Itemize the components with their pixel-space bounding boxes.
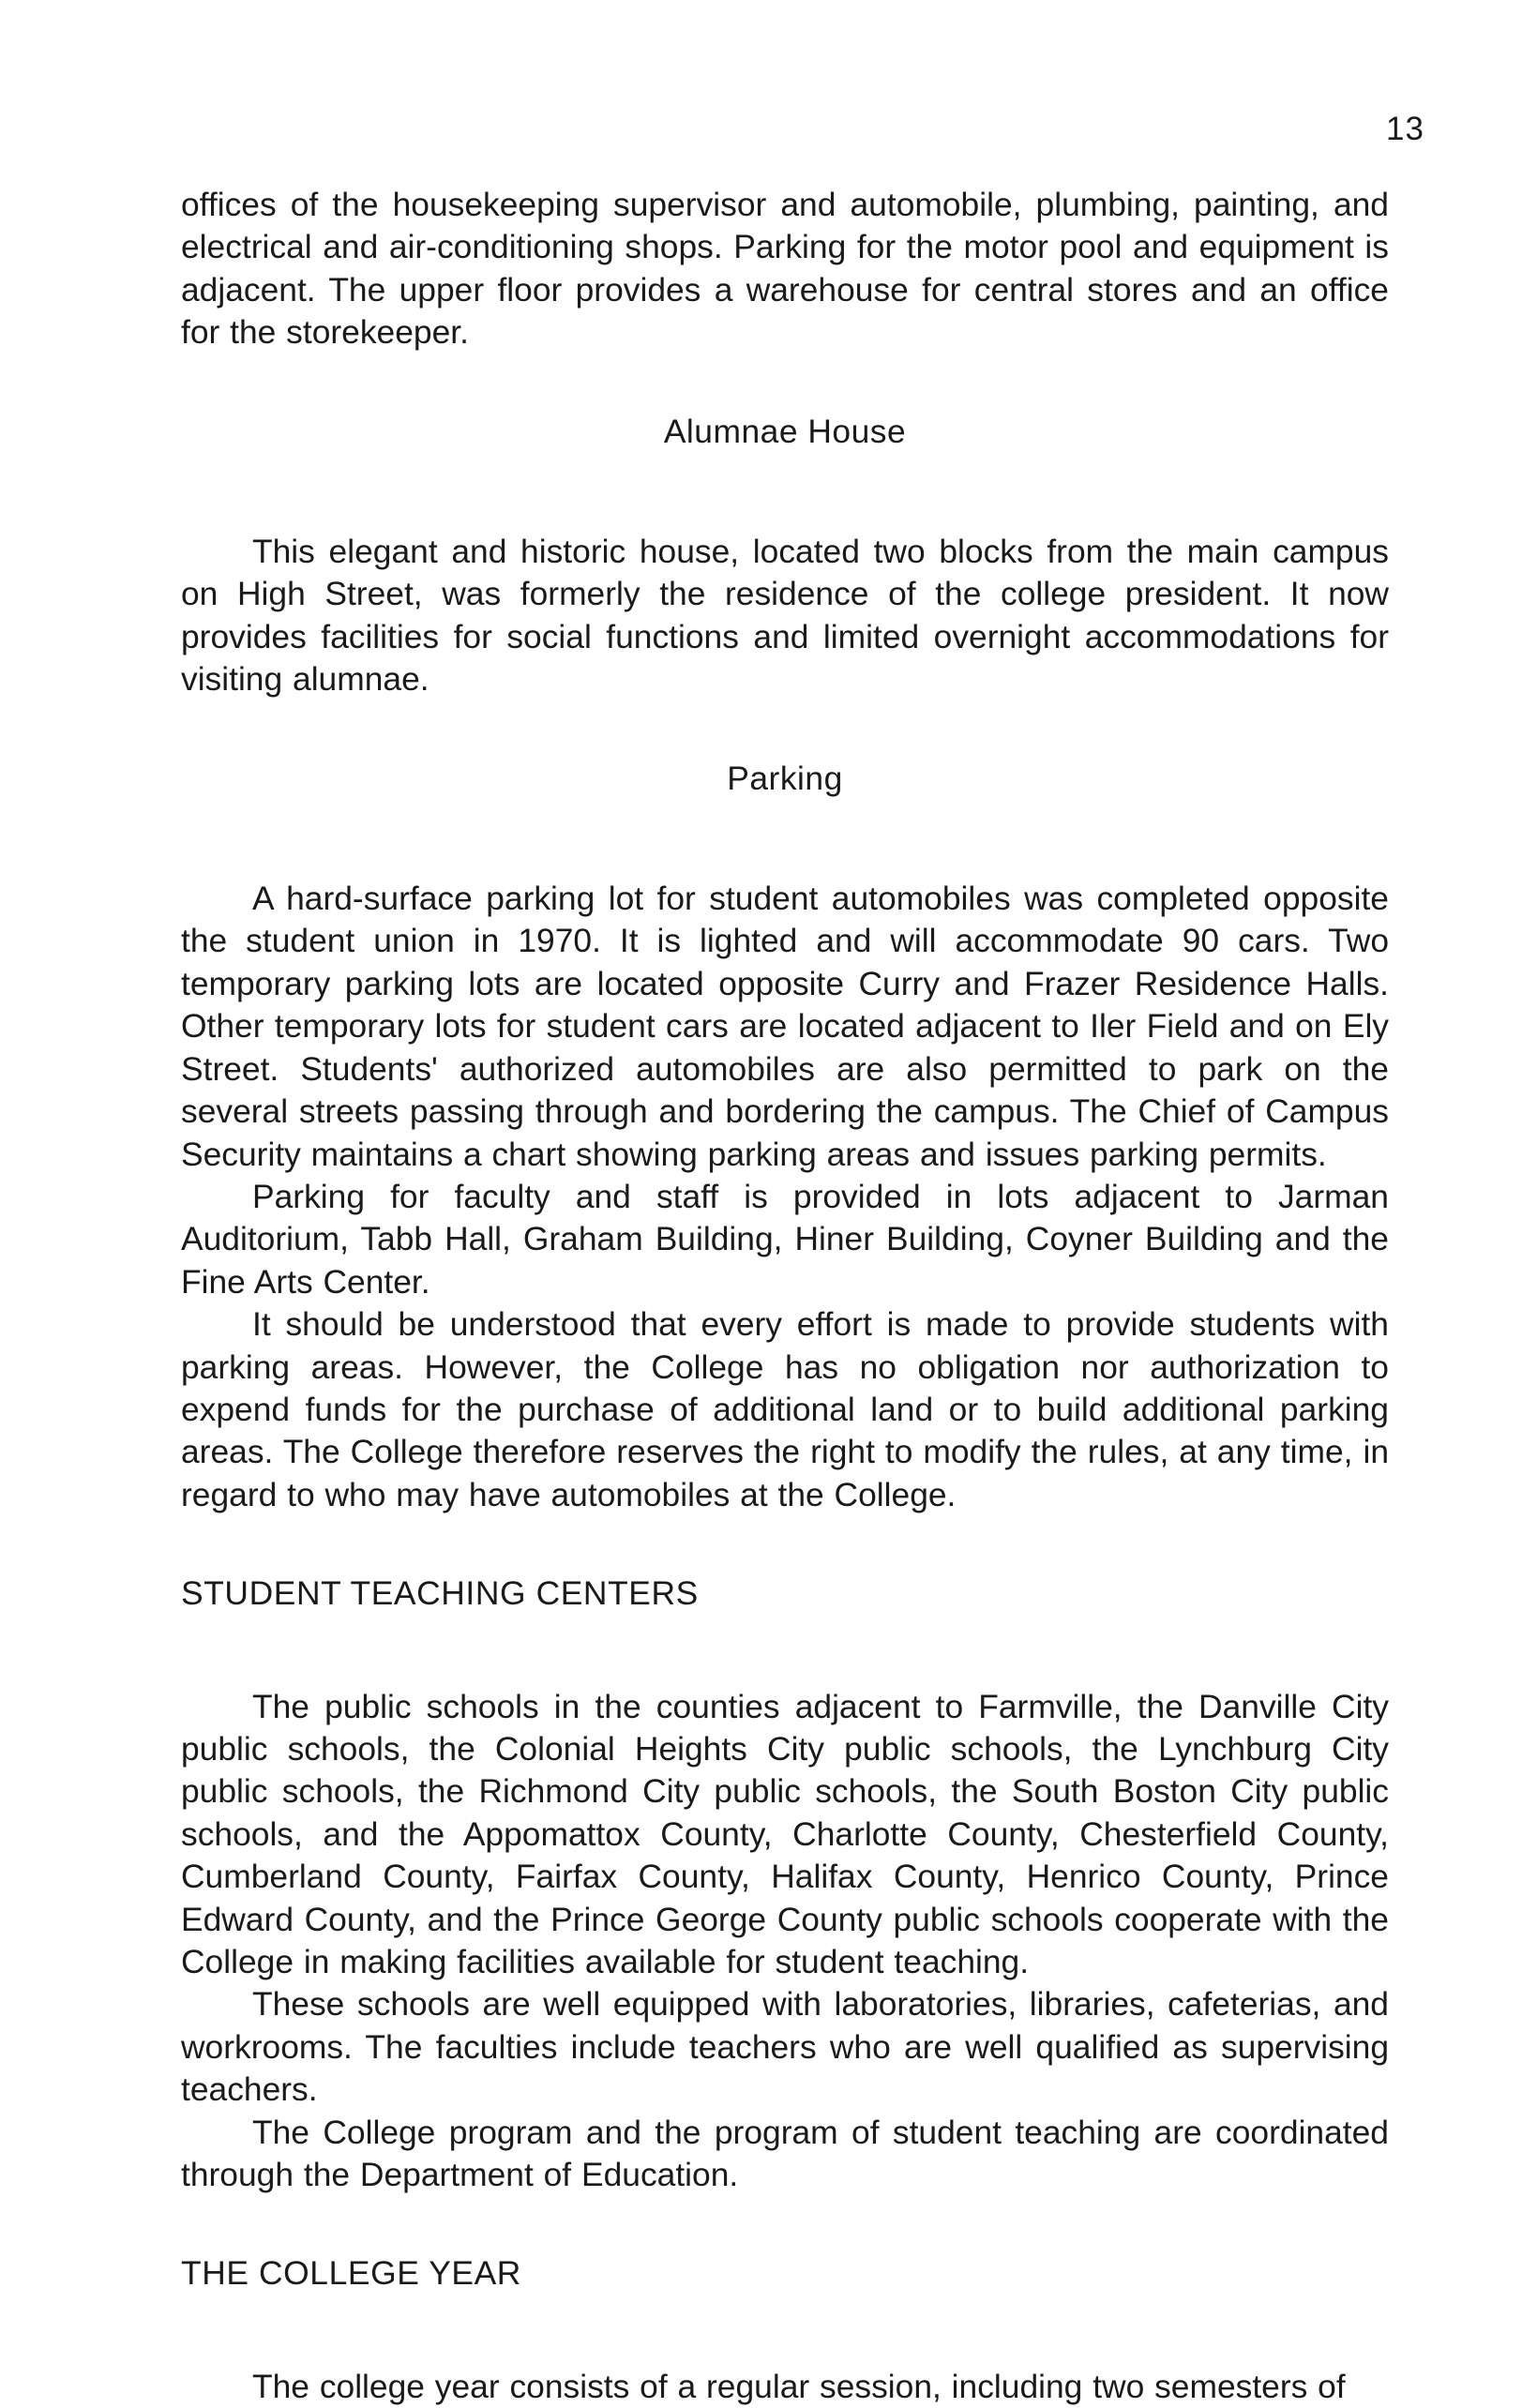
student-teaching-paragraph-2: These schools are well equipped with laboratories, libraries, cafeterias, and workrooms. The faculties include teachers who are well qualified as supervising teachers.	[181, 1985, 1389, 2109]
college-year-heading: THE COLLEGE YEAR	[181, 2254, 521, 2293]
parking-paragraph-3: It should be understood that every effort is made to provide students with parking areas. However, the College has no obligation nor authorization to expend funds for the purchase of additional land or to build additional parking areas. The College therefore reserves the right to modify the rules, at any time, in regard to who may have automobiles at the College.	[181, 1305, 1389, 1513]
page-body	[181, 184, 1389, 2408]
alumnae-house-heading: Alumnae House	[663, 412, 907, 450]
intro-paragraph: offices of the housekeeping supervisor and automobile, plumbing, painting, and electrical and air-conditioning shops. Parking for the motor pool and equipment is adjacent. The upper floor provides a warehouse for central stores and an office for the storekeeper.	[181, 186, 1389, 352]
parking-paragraph-1: A hard-surface parking lot for student automobiles was completed opposite the student union in 1970. It is lighted and will accommodate 90 cars. Two temporary parking lots are located opposite Curry and Frazer Residence Halls. Other temporary lots for student cars are located adjacent to Iler Field and on Ely Street. Students' authorized automobiles are also permitted to park on the several streets passing through and bordering the campus. The Chief of Campus Security maintains a chart showing parking areas and issues parking permits.	[181, 880, 1389, 1173]
page-number: 13	[1386, 111, 1424, 147]
student-teaching-paragraph-1: The public schools in the counties adjacent to Farmville, the Danville City public schools, the Colonial Heights City public schools, the Lynchburg City public schools, the Richmond City public schools, the South Boston City public schools, and the Appomattox County, Charlotte County, Chesterfield County, Cumberland County, Fairfax County, Halifax County, Henrico County, Prince Edward County, and the Prince George County public schools cooperate with the College in making facilities available for student teaching.	[181, 1687, 1389, 1980]
student-teaching-paragraph-3: The College program and the program of student teaching are coordinated through the Department of Education.	[181, 2113, 1389, 2194]
parking-heading: Parking	[727, 759, 843, 797]
alumnae-house-paragraph: This elegant and historic house, located two blocks from the main campus on High Street, was formerly the residence of the college president. It now provides facilities for social functions and limited overnight accommodations for visiting alumnae.	[181, 533, 1389, 699]
student-teaching-centers-heading: STUDENT TEACHING CENTERS	[181, 1574, 699, 1613]
college-year-paragraph: The college year consists of a regular session, including two semesters of	[252, 2367, 1346, 2405]
parking-paragraph-2: Parking for faculty and staff is provided in lots adjacent to Jarman Auditorium, Tabb Hall, Graham Building, Hiner Building, Coyner Building and the Fine Arts Center.	[181, 1177, 1389, 1301]
